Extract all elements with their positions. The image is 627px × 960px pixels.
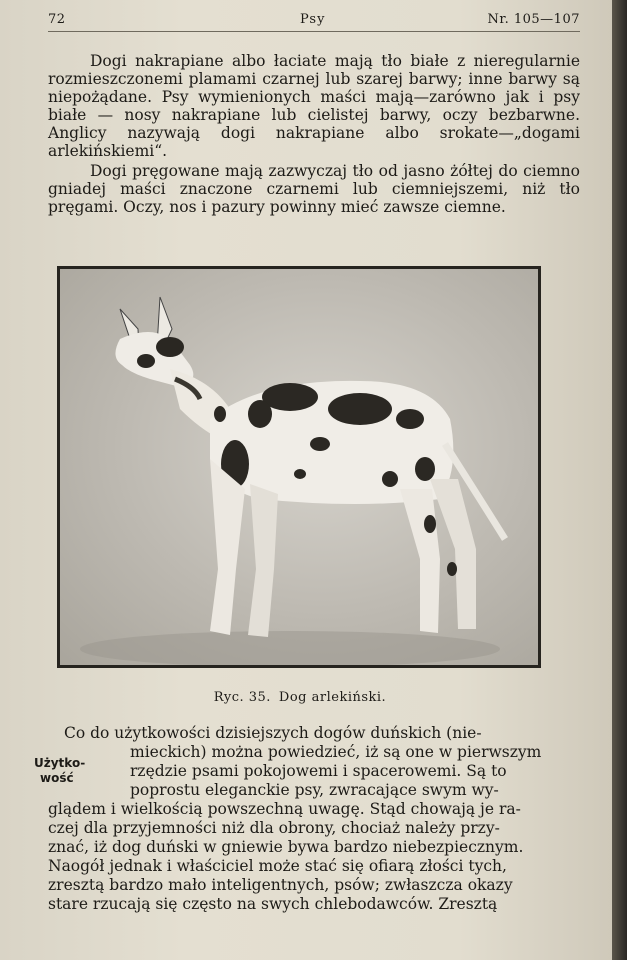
issue-number: Nr. 105—107: [487, 12, 580, 27]
dog-illustration: [60, 269, 538, 665]
text-line: poprostu eleganckie psy, zwracające swym wy-: [130, 781, 499, 799]
side-heading-line: wość: [40, 771, 74, 785]
harlequin-dog-photo: [57, 266, 541, 668]
text-line: Co do użytkowości dzisiejszych dogów duńskich (nie-: [64, 724, 482, 742]
text-line: stare rzucają się często na swych chlebodawców. Zresztą: [48, 895, 498, 913]
page-number: 72: [48, 12, 66, 27]
text-line: czej dla przyjemności niż dla obrony, chociaż należy przy-: [48, 819, 500, 837]
header-rule: [48, 31, 580, 32]
page-edge-shadow: [612, 0, 627, 960]
paragraph-usefulness: [48, 724, 580, 914]
figure-number: Ryc. 35.: [213, 690, 271, 705]
text-line: Naogół jednak i właściciel może stać się ofiarą złości tych,: [48, 857, 507, 875]
text-line: zresztą bardzo mało inteligentnych, psów; zwłaszcza okazy: [48, 876, 513, 894]
paragraph-spotted: [48, 52, 580, 160]
running-header: [48, 12, 580, 30]
running-title: Psy: [300, 12, 326, 27]
text-line: glądem i wielkością powszechną uwagę. Stąd chowają je ra-: [48, 800, 521, 818]
text-line: rzędzie psami pokojowemi i spacerowemi. Są to: [130, 762, 507, 780]
paragraph-brindle: [48, 162, 580, 216]
text-line: znać, iż dog duński w gniewie bywa bardzo niebezpiecznym.: [48, 838, 524, 856]
paragraph-text: Dogi nakrapiane albo łaciate mają tło białe z nieregularnie rozmieszczonemi plamami czarnej lub szarej barwy; inne barwy są niepożądane. Psy wymienionych maści mają—zarówno jak i psy białe — nosy nakrapiane lub cielistej barwy, oczy bezbarwne. Anglicy nazywają dogi nakrapiane albo srokate—„dogami arlekińskiemi“.: [48, 52, 580, 160]
side-heading-line: Użytko-: [34, 756, 86, 770]
figure-caption-text: Dog arlekiński.: [278, 690, 387, 705]
paragraph-text: Dogi pręgowane mają zazwyczaj tło od jasno żółtej do ciemno gniadej maści znaczone czarnemi lub ciemniejszemi, niż tło pręgami. Oczy, nos i pazury powinny mieć zawsze ciemne.: [48, 162, 580, 216]
text-line: mieckich) można powiedzieć, iż są one w pierwszym: [130, 743, 542, 761]
figure-caption: [0, 690, 600, 705]
